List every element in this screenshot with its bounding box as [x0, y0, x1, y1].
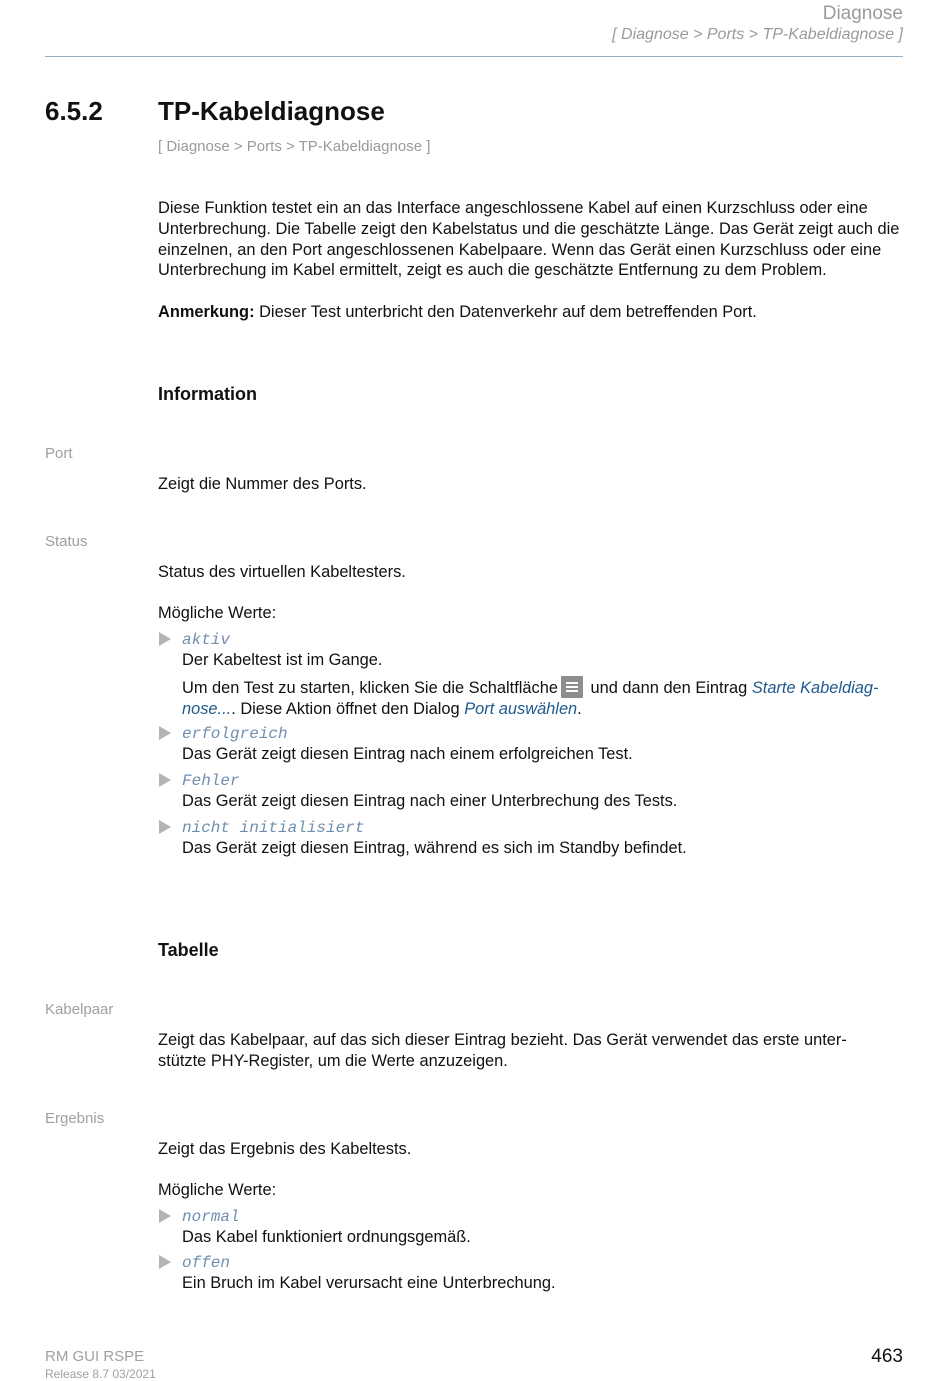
status-value-erfolgreich: erfolgreich — [182, 725, 288, 743]
running-header-breadcrumb: [ Diagnose > Ports > TP-Kabeldiagnose ] — [612, 26, 903, 43]
kabelpaar-label: Kabelpaar — [45, 1001, 114, 1018]
status-label: Status — [45, 533, 88, 550]
footer-release: Release 8.7 03/2021 — [45, 1367, 156, 1381]
ergebnis-value-offen: offen — [182, 1254, 231, 1272]
section-number: 6.5.2 — [45, 96, 103, 126]
status-value-aktiv-instruction — [182, 676, 908, 720]
status-value-fehler: Fehler — [182, 772, 240, 790]
ergebnis-description: Zeigt das Ergebnis des Kabeltests. — [158, 1140, 412, 1158]
instruction-text-mid2: . Diese Aktion öffnet den Dialog — [231, 699, 465, 718]
note-label: Anmerkung: — [158, 303, 255, 321]
note-text: Dieser Test unterbricht den Datenverkehr auf dem betreffenden Port. — [254, 303, 757, 321]
status-value-nicht-initialisiert: nicht initialisiert — [182, 819, 365, 837]
status-description: Status des virtuellen Kabeltesters. — [158, 563, 406, 581]
header-divider — [45, 56, 903, 57]
status-possible-values-label: Mögliche Werte: — [158, 604, 277, 622]
bullet-triangle-icon — [159, 632, 171, 646]
ergebnis-value-normal: normal — [182, 1208, 240, 1226]
port-description: Zeigt die Nummer des Ports. — [158, 475, 367, 493]
bullet-triangle-icon — [159, 1255, 171, 1269]
start-cable-diagnosis-link[interactable]: Starte Kabeldiag- — [751, 679, 879, 697]
menu-icon — [561, 676, 583, 698]
section-title: TP-Kabeldiagnose — [158, 96, 385, 126]
select-port-dialog-link[interactable]: Port auswählen — [464, 699, 578, 718]
status-value-aktiv-description: Der Kabeltest ist im Gange. — [182, 651, 383, 669]
note-paragraph — [158, 302, 908, 323]
information-heading: Information — [158, 384, 257, 404]
instruction-text-start: Um den Test zu starten, klicken Sie die Schaltfläche — [182, 679, 558, 697]
status-value-fehler-description: Das Gerät zeigt diesen Eintrag nach einer Unterbrechung des Tests. — [182, 792, 678, 810]
instruction-text-mid: und dann den Eintrag — [585, 679, 752, 697]
ergebnis-possible-values-label: Mögliche Werte: — [158, 1181, 277, 1199]
status-value-nicht-initialisiert-description: Das Gerät zeigt diesen Eintrag, während es sich im Standby befindet. — [182, 839, 687, 857]
table-heading: Tabelle — [158, 940, 219, 960]
instruction-text-end: . — [577, 699, 582, 718]
ergebnis-value-offen-description: Ein Bruch im Kabel verursacht eine Unterbrechung. — [182, 1274, 556, 1292]
start-cable-diagnosis-link-continued[interactable]: nose... — [182, 699, 232, 718]
intro-paragraph: Diese Funktion testet ein an das Interface angeschlossene Kabel auf einen Kurzschluss oder eine Unterbrechung. Die Tabelle zeigt den Kabelstatus und die geschätzte Länge. Das Gerät zeigt auch die einzelnen, an den Port angeschlossenen Kabelpaare. Wenn das Gerät einen Kurzschluss oder eine Unterbrechung im Kabel ermittelt, zeigt es auch die geschätzte Entfernung zu dem Problem. — [158, 199, 900, 280]
footer-product: RM GUI RSPE — [45, 1348, 145, 1365]
page-number: 463 — [871, 1346, 903, 1367]
status-value-erfolgreich-description: Das Gerät zeigt diesen Eintrag nach einem erfolgreichen Test. — [182, 745, 633, 763]
status-value-aktiv: aktiv — [182, 631, 231, 649]
port-label: Port — [45, 445, 73, 462]
kabelpaar-description-line2: stützte PHY-Register, um die Werte anzuzeigen. — [158, 1051, 508, 1070]
bullet-triangle-icon — [159, 1209, 171, 1223]
bullet-triangle-icon — [159, 773, 171, 787]
ergebnis-value-normal-description: Das Kabel funktioniert ordnungsgemäß. — [182, 1228, 471, 1246]
bullet-triangle-icon — [159, 726, 171, 740]
section-breadcrumb: [ Diagnose > Ports > TP-Kabeldiagnose ] — [158, 138, 431, 155]
ergebnis-label: Ergebnis — [45, 1110, 105, 1127]
kabelpaar-description-line1: Zeigt das Kabelpaar, auf das sich dieser Eintrag bezieht. Das Gerät verwendet das erste unter- — [158, 1031, 847, 1049]
bullet-triangle-icon — [159, 820, 171, 834]
kabelpaar-description — [158, 1030, 908, 1072]
running-header-title: Diagnose — [822, 3, 903, 24]
